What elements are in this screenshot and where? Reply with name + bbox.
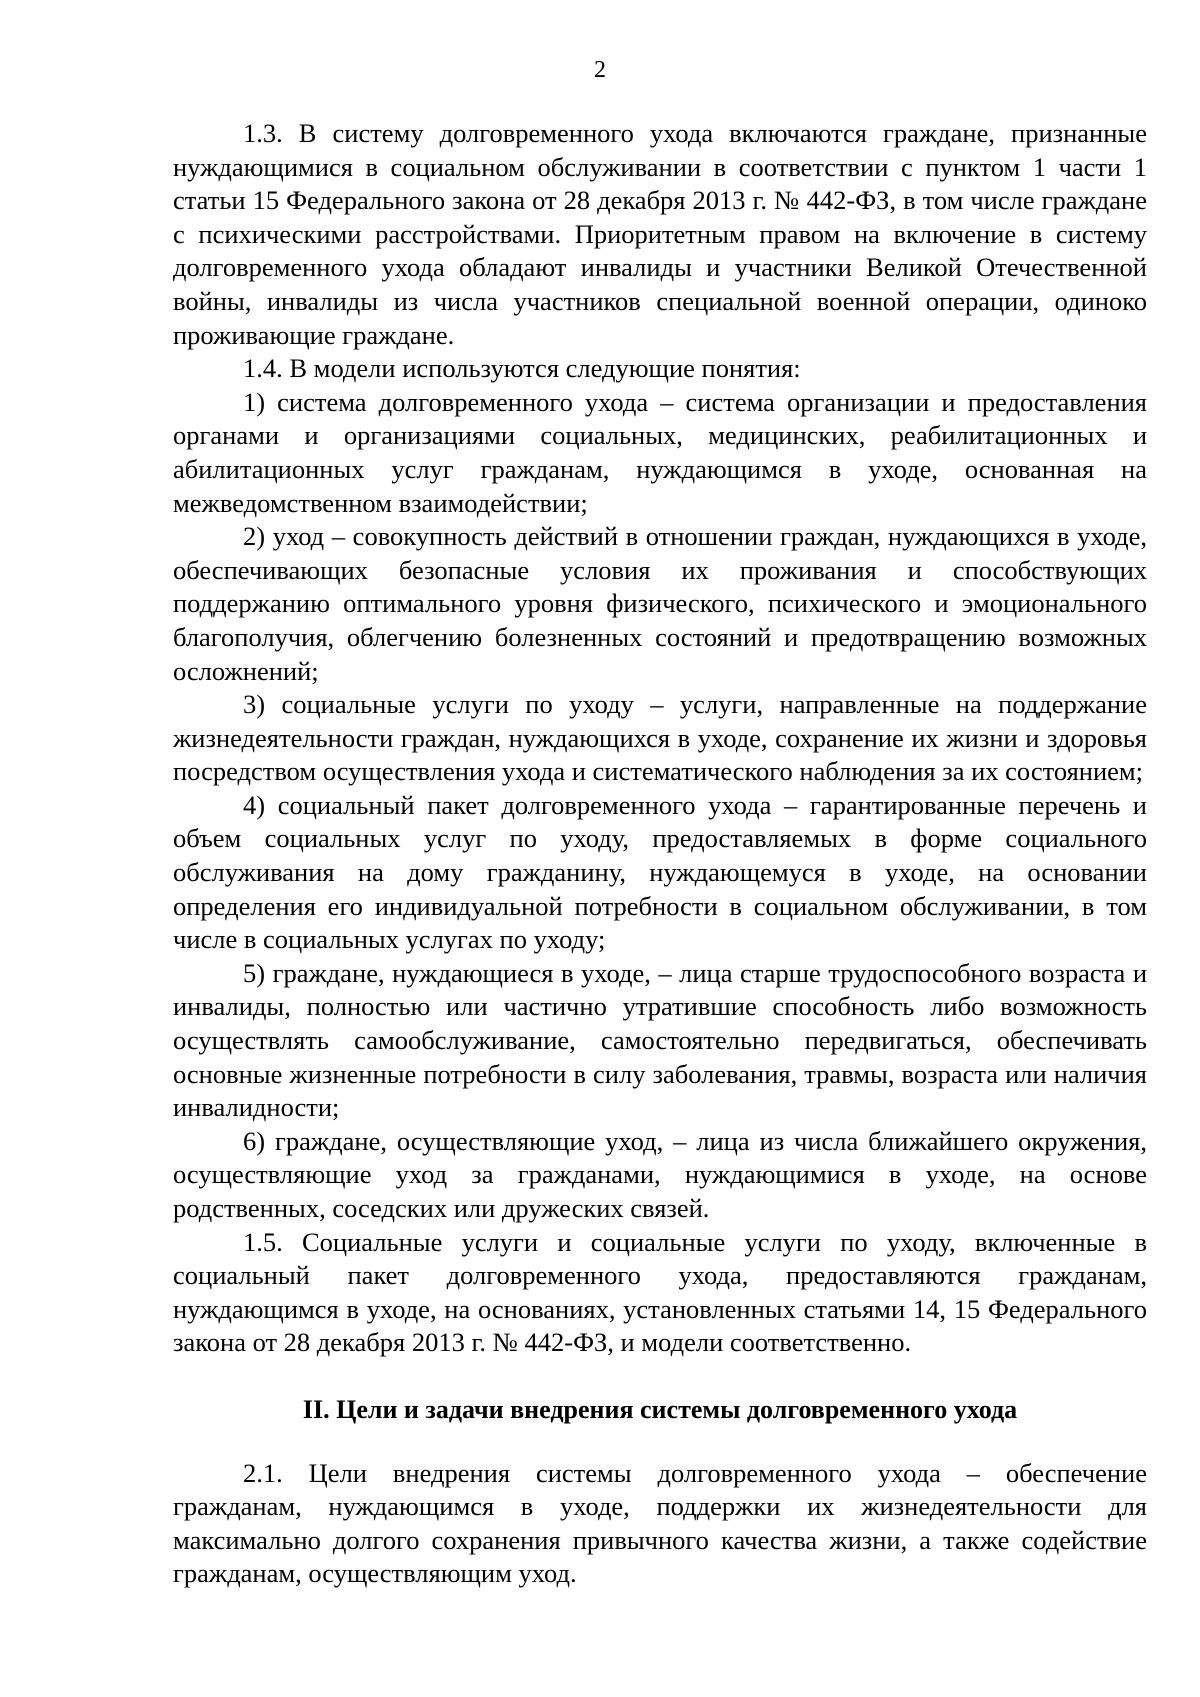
section-heading: II. Цели и задачи внедрения системы долговременного ухода (302, 1394, 1018, 1424)
definition-1: 1) система долговременного ухода – система организации и предоставления органами и организациями социальных, медицинских, реабилитационных и абилитационных услуг гражданам, нуждающимся в уходе, основанная на межведомственном взаимодействии; (173, 386, 1147, 518)
document-body (173, 117, 1147, 1591)
page-number: 2 (594, 57, 606, 83)
paragraph-1-5: 1.5. Социальные услуги и социальные услуги по уходу, включенные в социальный пакет долговременного ухода, предоставляются гражданам, нуждающимся в уходе, на основаниях, установленных статьями 14, 15 Федерального закона от 28 декабря 2013 г. № 442-ФЗ, и модели соответственно. (173, 1226, 1147, 1358)
definition-6: 6) граждане, осуществляющие уход, – лица из числа ближайшего окружения, осуществляющие уход за гражданами, нуждающимися в уходе, на основе родственных, соседских или дружеских связей. (173, 1125, 1147, 1223)
paragraph-2-1: 2.1. Цели внедрения системы долговременного ухода – обеспечение гражданам, нуждающимся в уходе, поддержки их жизнедеятельности для максимально долгого сохранения привычного качества жизни, а также содействие гражданам, осуществляющим уход. (173, 1457, 1147, 1589)
definition-4: 4) социальный пакет долговременного ухода – гарантированные перечень и объем социальных услуг по уходу, предоставляемых в форме социального обслуживания на дому гражданину, нуждающемуся в уходе, на основании определения его индивидуальной потребности в социальном обслуживании, в том числе в социальных услугах по уходу; (173, 789, 1147, 955)
definition-2: 2) уход – совокупность действий в отношении граждан, нуждающихся в уходе, обеспечивающих безопасные условия их проживания и способствующих поддержанию оптимального уровня физического, психического и эмоционального благополучия, облегчению болезненных состояний и предотвращению возможных осложнений; (173, 521, 1147, 686)
definition-5: 5) граждане, нуждающиеся в уходе, – лица старше трудоспособного возраста и инвалиды, полностью или частично утратившие способность либо возможность осуществлять самообслуживание, самостоятельно передвигаться, обеспечивать основные жизненные потребности в силу заболевания, травмы, возраста или наличия инвалидности; (173, 957, 1147, 1123)
definition-3: 3) социальные услуги по уходу – услуги, направленные на поддержание жизнедеятельности граждан, нуждающихся в уходе, сохранение их жизни и здоровья посредством осуществления ухода и систематического наблюдения за их состоянием; (173, 689, 1147, 787)
paragraph-1-3: 1.3. В систему долговременного ухода включаются граждане, признанные нуждающимися в социальном обслуживании в соответствии с пунктом 1 части 1 статьи 15 Федерального закона от 28 декабря 2013 г. № 442-ФЗ, в том числе граждане с психическими расстройствами. Приоритетным правом на включение в систему долговременного ухода обладают инвалиды и участники Великой Отечественной войны, инвалиды из числа участников специальной военной операции, одиноко проживающие граждане. (173, 118, 1147, 350)
paragraph-1-4: 1.4. В модели используются следующие понятия: (243, 353, 801, 384)
